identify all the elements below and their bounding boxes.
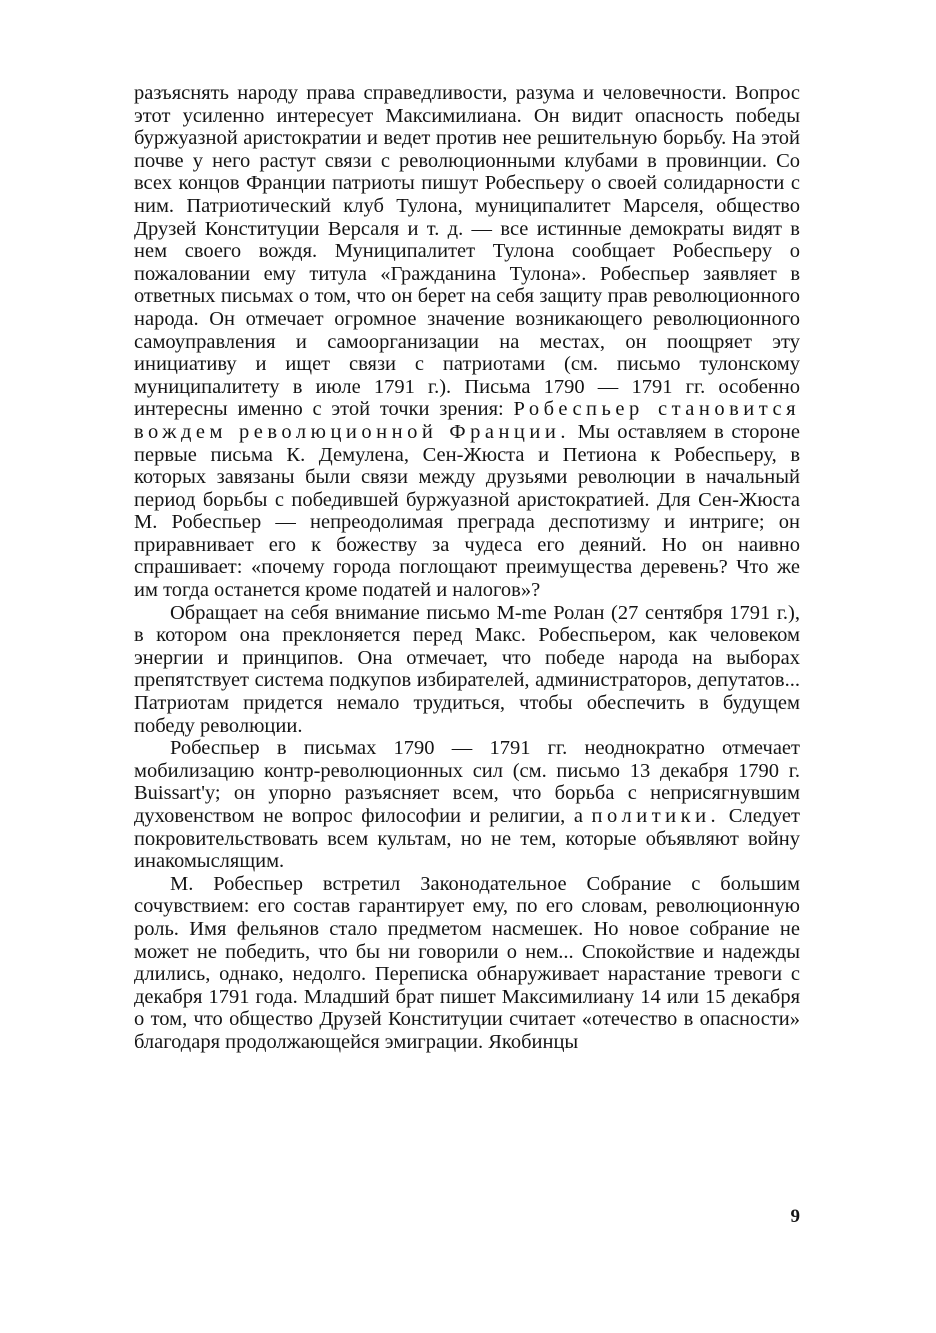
paragraph-1-emphasis: Робеспьер становится вождем революционной Франции. — [134, 398, 800, 443]
paragraph-2 — [134, 602, 800, 738]
paragraph-1 — [134, 82, 800, 602]
paragraph-4 — [134, 873, 800, 1054]
paragraph-1-text-b: Мы оставляем в стороне первые письма К. Демулена, Сен-Жюста и Петиона к Робеспьеру, в которых завязаны были связи между друзьями революции в начальный период борьбы с победившей буржуазной аристократией. Для Сен-Жюста М. Робеспьер — непреодолимая преграда деспотизму и интриге; он приравнивает его к божеству за чудеса его деяний. Но он наивно спрашивает: «почему города поглощают преимущества деревень? Что же им тогда останется кроме податей и налогов»? — [134, 420, 800, 602]
paragraph-2-text: Обращает на себя внимание письмо М-me Ролан (27 сентября 1791 г.), в котором она преклоняется перед Макс. Робеспьером, как человеком энергии и принципов. Она отмечает, что победе народа на выборах препятствует система подкупов избирателей, администраторов, депутатов... Патриотам придется немало трудиться, чтобы обеспечить в будущем победу революции. — [134, 601, 800, 737]
paragraph-3 — [134, 737, 800, 873]
paragraph-3-text-a: Робеспьер в письмах 1790 — 1791 гг. неоднократно отмечает мобилизацию контр-революционных сил (см. письмо 13 декабря 1790 г. Buissart'у; он упорно разъясняет всем, что борьба с неприсягнувшим духовенством не вопрос философии и религии, а — [134, 737, 800, 827]
paragraph-3-text-b: Следует покровительствовать всем культам, но не тем, которые объявляют войну инакомыслящим. — [134, 805, 800, 873]
page-body — [134, 82, 800, 1054]
paragraph-1-text-a: разъяснять народу права справедливости, разума и человечности. Вопрос этот усиленно интересует Максимилиана. Он видит опасность победы буржуазной аристократии и ведет против нее решительную борьбу. На этой почве у него растут связи с революционными клубами в провинции. Со всех концов Франции патриоты пишут Робеспьеру о своей солидарности с ним. Патриотический клуб Тулона, муниципалитет Марселя, общество Друзей Конституции Версаля и т. д. — все истинные демократы видят в нем своего вождя. Муниципалитет Тулона сообщает Робеспьеру о пожаловании ему титула «Гражданина Тулона». Робеспьер заявляет в ответных письмах о том, что он берет на себя защиту прав революционного народа. Он отмечает огромное значение возникающего революционного самоуправления и самоорганизации на местах, он поощряет эту инициативу и ищет связи с патриотами (см. письмо тулонскому муниципалитету в июле 1791 г.). Письма 1790 — 1791 гг. особенно интересны именно с этой точки зрения: — [134, 82, 800, 421]
paragraph-3-emphasis: политики. — [591, 805, 721, 827]
paragraph-4-text: М. Робеспьер встретил Законодательное Собрание с большим сочувствием: его состав гарантирует ему, по его словам, революционную роль. Имя фельянов стало предметом насмешек. Но новое собрание не может не победить, что бы ни говорили о нем... Спокойствие и надежды длились, однако, недолго. Переписка обнаруживает нарастание тревоги с декабря 1791 года. Младший брат пишет Максимилиану 14 или 15 декабря о том, что общество Друзей Конституции считает «отечество в опасности» благодаря продолжающейся эмиграции. Якобинцы — [134, 872, 800, 1053]
page-number: 9 — [790, 1206, 800, 1227]
